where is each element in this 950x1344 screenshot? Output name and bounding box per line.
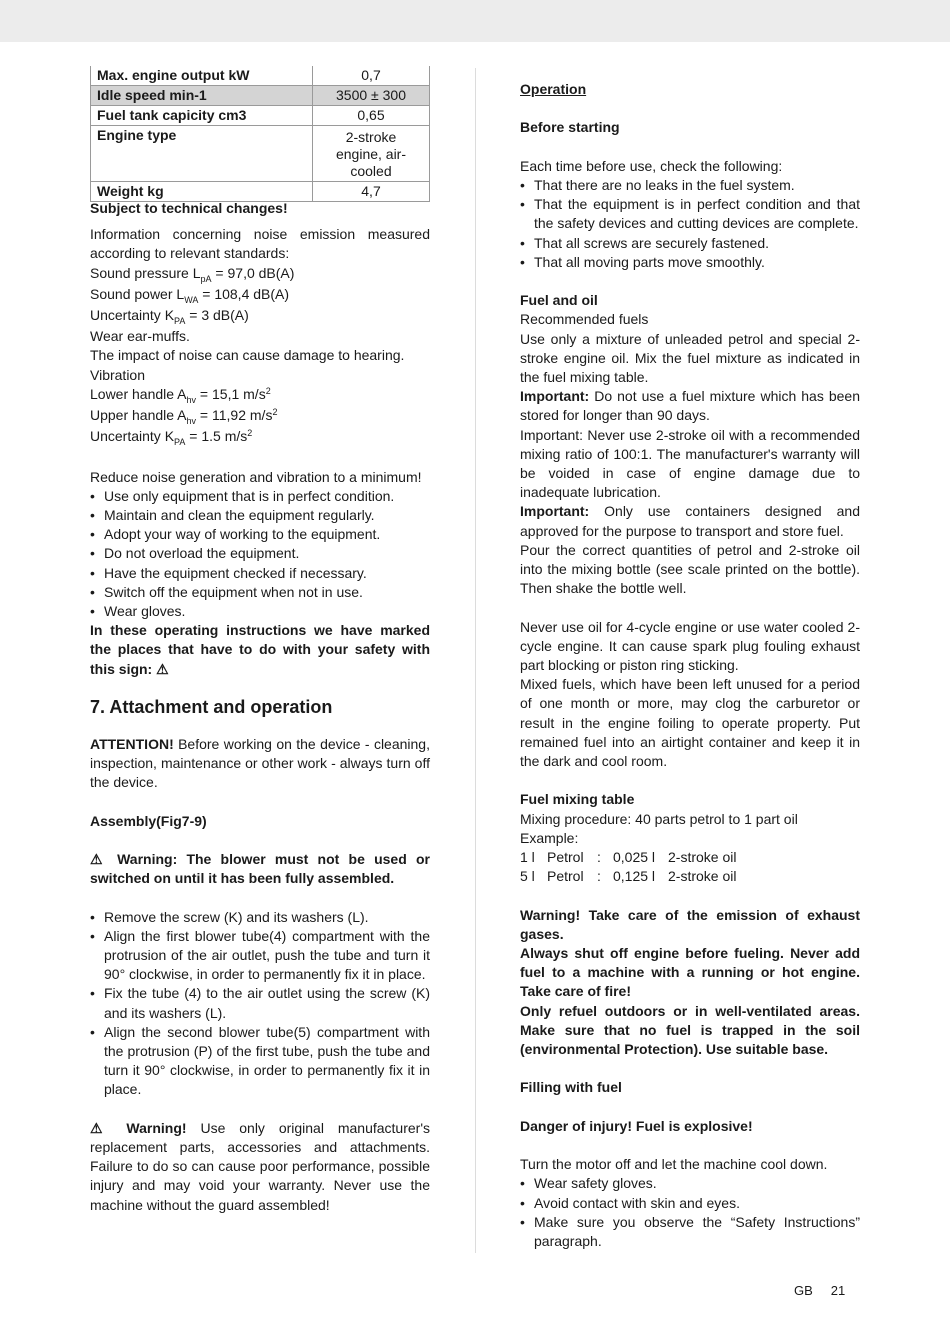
final-list — [520, 1174, 860, 1251]
list-item: • Have the equipment checked if necessary. — [90, 564, 430, 583]
pour-paragraph: Pour the correct quantities of petrol and 2-stroke oil into the mixing bottle (see scale printed on the bottle). Then shake the bottle well. — [520, 541, 860, 597]
left-column — [90, 66, 430, 1215]
top-bar — [0, 0, 950, 42]
list-item: • Avoid contact with skin and eyes. — [520, 1194, 860, 1213]
vibration-heading: Vibration — [90, 366, 146, 383]
use-only-paragraph: Use only a mixture of unleaded petrol and special 2-stroke engine oil. Mix the fuel mixture as indicated in the fuel mixing table. — [520, 330, 860, 385]
list-item: • Align the first blower tube(4) compartment with the protrusion of the air outlet, push the tube and turn it 90° clockwise, in order to permanently fix it in place. — [90, 927, 430, 985]
hearing-note: The impact of noise can cause damage to hearing. — [90, 347, 405, 364]
emission-warning: Warning! Take care of the emission of exhaust gases. — [520, 906, 860, 942]
uncertainty-vibration: Uncertainty $K_{PA} = 1.5$ $m/s^2$ — [90, 428, 253, 448]
list-item: • Do not overload the equipment. — [90, 544, 430, 563]
before-starting-title: Before starting — [520, 119, 620, 136]
spec-table — [90, 66, 430, 202]
danger-note: Danger of injury! Fuel is explosive! — [520, 1117, 753, 1134]
language-code: GB — [794, 1283, 813, 1298]
section-title: 7. Attachment and operation — [90, 696, 333, 717]
list-item: • Remove the screw (K) and its washers (L). — [90, 908, 430, 927]
subject-note: Subject to technical changes! — [90, 200, 288, 216]
sound-pressure: Sound pressure $L_{pA} = 97,0$ dB(A) — [90, 264, 295, 284]
mixing-table-title: Fuel mixing table — [520, 791, 635, 808]
sound-power: Sound power $L_{WA} = 108,4$ dB(A) — [90, 285, 290, 305]
noise-intro: Information concerning noise emission measured according to relevant standards: — [90, 226, 430, 262]
spec-row — [91, 86, 430, 106]
list-item: • Switch off the equipment when not in use. — [90, 583, 430, 602]
spec-row — [91, 66, 430, 86]
check-list — [520, 176, 860, 272]
right-column — [520, 80, 860, 1251]
page-footer — [794, 1283, 863, 1298]
operation-title: Operation — [520, 81, 587, 97]
list-item: • That there are no leaks in the fuel system. — [520, 176, 860, 195]
page-number: 21 — [830, 1283, 846, 1298]
attention-paragraph: ATTENTION! Before working on the device - cleaning, inspection, maintenance or other work - always turn off the device. — [90, 735, 430, 791]
mix-row: 1 l Petrol : 0,025 l 2-stroke oil — [520, 849, 737, 866]
spec-value: 0,7 — [313, 66, 430, 86]
list-item: • Align the second blower tube(5) compartment with the protrusion (P) of the first tube, push the tube and turn it 90° clockwise, in order to permanently fix it in place. — [90, 1023, 430, 1100]
recommended-fuels: Recommended fuels — [520, 311, 649, 328]
spec-label: Engine type — [91, 126, 313, 182]
spec-value: 3500 ± 300 — [313, 86, 430, 106]
parts-warning: ⚠ Warning! Use only original manufacturer's replacement parts, accessories and attachments. Failure to do so can cause poor performance, possible injury and may void your warranty. Never use the machine without the guard assembled! — [90, 1119, 430, 1213]
spec-label: Idle speed min-1 — [91, 86, 313, 106]
spec-value: 2-stroke engine, air-cooled — [313, 126, 430, 182]
assembly-list — [90, 908, 430, 1100]
mixed-fuels-paragraph: Mixed fuels, which have been left unused for a period of one month or more, may clog the carburetor or result in the engine foiling to operate property. Put remained fuel into an airtight container and keep it in the dark and cool room. — [520, 676, 860, 770]
list-item: • Use only equipment that is in perfect condition. — [90, 487, 430, 506]
important-storage: Important: Do not use a fuel mixture which has been stored for longer than 90 days. — [520, 388, 860, 424]
important-ratio: Important: Never use 2-stroke oil with a recommended mixing ratio of 100:1. The manufacturer's warranty will be voided in case of engine damage due to inadequate lubrication. — [520, 426, 860, 501]
list-item: • Fix the tube (4) to the air outlet using the screw (K) and its washers (L). — [90, 984, 430, 1022]
uncertainty-noise: Uncertainty $K_{PA} = 3$ dB(A) — [90, 307, 249, 327]
filling-title: Filling with fuel — [520, 1079, 622, 1096]
reduce-list — [90, 487, 430, 621]
example-label: Example: — [520, 829, 579, 846]
check-intro: Each time before use, check the following: — [520, 157, 783, 174]
spec-row — [91, 106, 430, 126]
list-item: • Make sure you observe the “Safety Instructions” paragraph. — [520, 1213, 860, 1251]
mix-row: 5 l Petrol : 0,125 l 2-stroke oil — [520, 868, 737, 885]
assembly-title: Assembly(Fig7-9) — [90, 812, 207, 829]
spec-label: Weight kg — [91, 182, 313, 202]
spec-label: Max. engine output kW — [91, 66, 313, 86]
spec-value: 0,65 — [313, 106, 430, 126]
list-item: • Maintain and clean the equipment regularly. — [90, 506, 430, 525]
ear-muffs-note: Wear ear-muffs. — [90, 328, 190, 345]
lower-handle: Lower handle $A_{hv} = 15,1$ $m/s^2$ — [90, 385, 271, 405]
never-oil-paragraph: Never use oil for 4-cycle engine or use water cooled 2-cycle engine. It can cause spark plug fouling exhaust part blocking or piston ring sticking. — [520, 618, 860, 674]
column-divider — [475, 68, 476, 1253]
upper-handle: Upper handle $A_{hv} = 11,92$ $m/s^2$ — [90, 407, 278, 427]
refuel-outdoors-warning: Only refuel outdoors or in well-ventilated areas. Make sure that no fuel is trapped in the soil (environmental Protection). Use suitable base. — [520, 1002, 860, 1058]
list-item: • Wear gloves. — [90, 602, 430, 621]
list-item: • That all moving parts move smoothly. — [520, 253, 860, 272]
turn-off-note: Turn the motor off and let the machine cool down. — [520, 1156, 828, 1173]
spec-value: 4,7 — [313, 182, 430, 202]
list-item: • Wear safety gloves. — [520, 1174, 860, 1193]
safety-sign-note: In these operating instructions we have marked the places that have to do with your safety with this sign: ⚠ — [90, 622, 430, 677]
reduce-heading: Reduce noise generation and vibration to a minimum! — [90, 468, 422, 485]
important-containers: Important: Only use containers designed and approved for the purpose to transport and store fuel. — [520, 503, 860, 539]
spec-label: Fuel tank capicity cm3 — [91, 106, 313, 126]
list-item: • That the equipment is in perfect condition and that the safety devices and cutting devices are complete. — [520, 195, 860, 233]
list-item: • That all screws are securely fastened. — [520, 234, 860, 253]
shut-off-warning: Always shut off engine before fueling. Never add fuel to a machine with a running or hot engine. Take care of fire! — [520, 945, 860, 1000]
blower-warning: ⚠ Warning: The blower must not be used or switched on until it has been fully assembled. — [90, 851, 430, 887]
mixing-procedure: Mixing procedure: 40 parts petrol to 1 part oil — [520, 810, 798, 827]
list-item: • Adopt your way of working to the equipment. — [90, 525, 430, 544]
fuel-oil-title: Fuel and oil — [520, 292, 598, 309]
spec-row — [91, 126, 430, 182]
